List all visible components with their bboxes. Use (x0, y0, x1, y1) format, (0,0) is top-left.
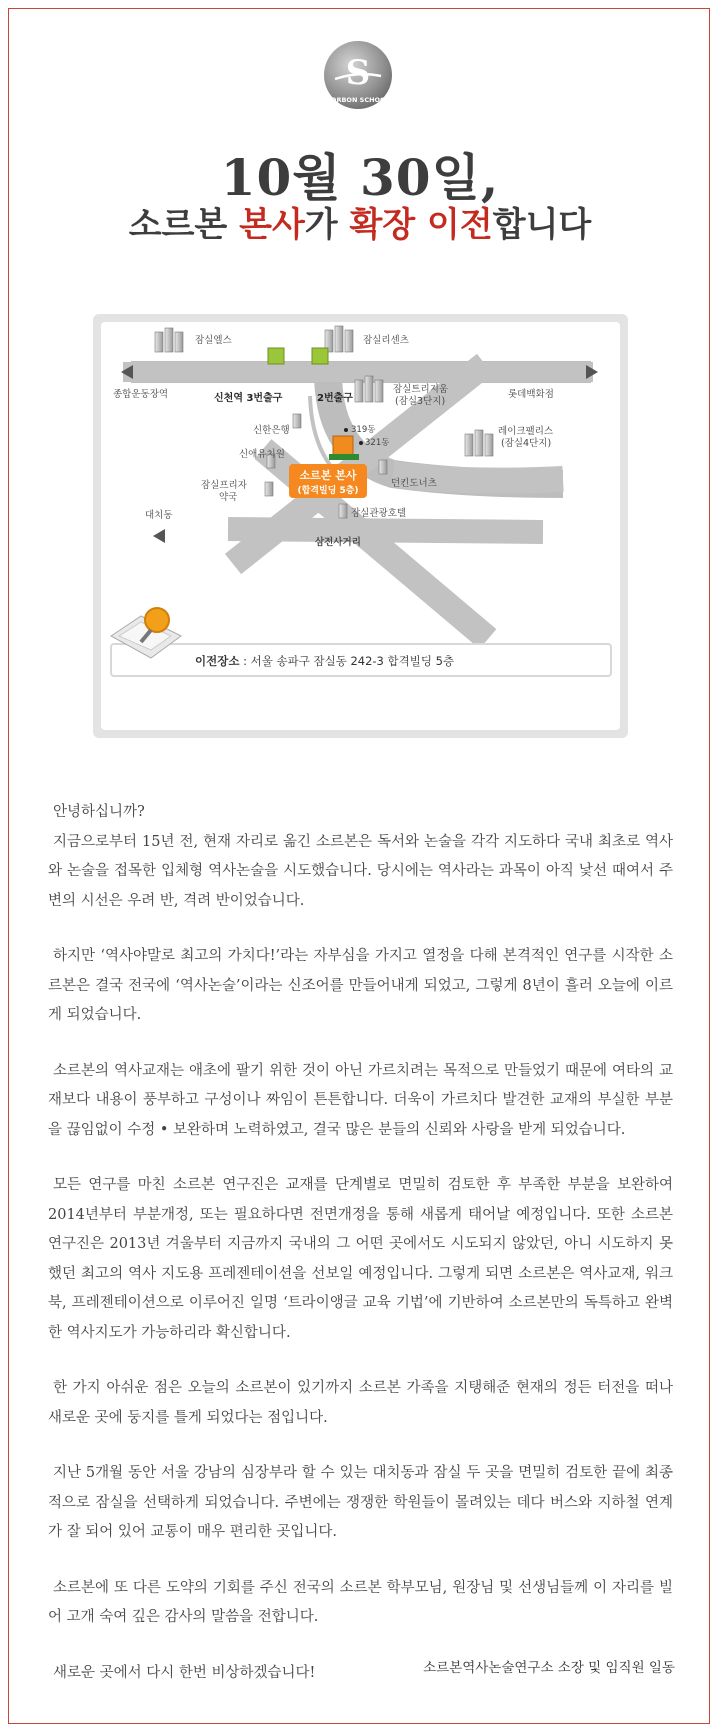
announcement-body (48, 798, 673, 1714)
svg-text:(잠실3단지): (잠실3단지) (395, 396, 446, 407)
svg-text:약국: 약국 (219, 492, 238, 503)
signature: 소르본역사논술연구소 소장 및 임직원 일동 (423, 1660, 675, 1676)
paragraph: 소르본의 역사교재는 애초에 팔기 위한 것이 아닌 가르치려는 목적으로 만들었기 때문에 여타의 교재보다 내용이 풍부하고 구성이나 짜임이 튼튼합니다. 더욱이 가르치다 발견한 교재의 부실한 부분을 끊임없이 수정 • 보완하며 노력하였고, 결국 많은 분들의 신뢰와 사랑을 받게 되었습니다. (48, 1062, 673, 1138)
svg-text:레이크팰리스: 레이크팰리스 (498, 426, 554, 437)
svg-text:신한은행: 신한은행 (253, 425, 290, 436)
svg-text:대치동: 대치동 (145, 510, 173, 521)
svg-text:잠실엘스: 잠실엘스 (195, 335, 232, 346)
svg-text:롯데백화점: 롯데백화점 (508, 389, 554, 400)
svg-text:잠실트리지움: 잠실트리지움 (393, 384, 449, 395)
svg-text:319동: 319동 (351, 425, 376, 435)
paragraph: 모든 연구를 마친 소르본 연구진은 교재를 단계별로 면밀히 검토한 후 부족한 부분을 보완하여 2014년부터 부분개정, 또는 필요하다면 전면개정을 통해 새롭게 태어날 예정입니다. 또한 소르본 연구진은 2013년 겨울부터 지금까지 국내의 그 어떤 곳에서도 시도되지 않았던, 아니 시도하지 못했던 최고의 역사 지도용 프레젠테이션을 선보일 예정입니다. 그렇게 되면 소르본은 역사교재, 워크북, 프레젠테이션으로 이루어진 일명 ‘트라이앵글 교육 기법’에 기반하여 소르본만의 독특하고 완벽한 역사지도가 가능하리라 확신합니다. (48, 1177, 673, 1341)
headline-date: 10월 30일, (220, 148, 500, 207)
svg-text:던킨도너츠: 던킨도너츠 (391, 478, 437, 489)
svg-text:이전장소 : 서울 송파구 잠실동 242-3 합격빌딩 5: 이전장소 : 서울 송파구 잠실동 242-3 합격빌딩 5층 (195, 654, 455, 668)
svg-text:잠실관광호텔: 잠실관광호텔 (351, 508, 407, 519)
paragraph: 지난 5개월 동안 서울 강남의 심장부라 할 수 있는 대치동과 잠실 두 곳을 면밀히 검토한 끝에 최종적으로 잠실을 선택하게 되었습니다. 주변에는 쟁쟁한 학원들이 몰려있는 데다 버스와 지하철 연계가 잘 되어 있어 교통이 매우 편리한 곳입니다. (48, 1465, 673, 1540)
svg-text:321동: 321동 (365, 438, 390, 448)
closing-line: 새로운 곳에서 다시 한번 비상하겠습니다! (53, 1664, 316, 1681)
svg-text:S: S (345, 53, 371, 93)
svg-text:신애유치원: 신애유치원 (239, 449, 285, 460)
location-map (93, 314, 628, 738)
svg-text:종합운동장역: 종합운동장역 (113, 389, 169, 400)
sorbon-school-logo (321, 38, 395, 112)
headline-announcement: 소르본 본사가 확장 이전합니다 (128, 205, 592, 245)
svg-text:잠실리센츠: 잠실리센츠 (363, 335, 409, 346)
svg-text:신천역 3번출구: 신천역 3번출구 (214, 393, 283, 404)
paragraph: 한 가지 아쉬운 점은 오늘의 소르본이 있기까지 소르본 가족을 지탱해준 현재의 정든 터전을 떠나 새로운 곳에 둥지를 틀게 되었다는 점입니다. (48, 1380, 673, 1426)
paragraph: 하지만 ‘역사야말로 최고의 가치다!’라는 자부심을 가지고 열정을 다해 본격적인 연구를 시작한 소르본은 결국 전국에 ‘역사논술’이라는 신조어를 만들어내게 되었고, 그렇게 8년이 흘러 오늘에 이르게 되었습니다. (48, 948, 673, 1023)
svg-text:SORBON SCHOOL: SORBON SCHOOL (326, 96, 390, 104)
svg-text:삼전사거리: 삼전사거리 (315, 537, 361, 548)
svg-text:2번출구: 2번출구 (317, 393, 353, 404)
svg-text:(잠실4단지): (잠실4단지) (501, 438, 552, 449)
paragraph: 지금으로부터 15년 전, 현재 자리로 옮긴 소르본은 독서와 논술을 각각 지도하다 국내 최초로 역사와 논술을 접목한 입체형 역사논술을 시도했습니다. 당시에는 역사라는 과목이 아직 낯선 때여서 주변의 시선은 우려 반, 격려 반이었습니다. (48, 833, 673, 909)
svg-text:소르본 본사: 소르본 본사 (299, 469, 357, 482)
svg-text:(합격빌딩 5층): (합격빌딩 5층) (297, 486, 359, 496)
greeting: 안녕하십니까? (53, 804, 145, 820)
paragraph: 소르본에 또 다른 도약의 기회를 주신 전국의 소르본 학부모님, 원장님 및 선생님들께 이 자리를 빌어 고개 숙여 깊은 감사의 말씀을 전합니다. (48, 1579, 673, 1625)
svg-text:잠실프리자: 잠실프리자 (201, 480, 247, 491)
